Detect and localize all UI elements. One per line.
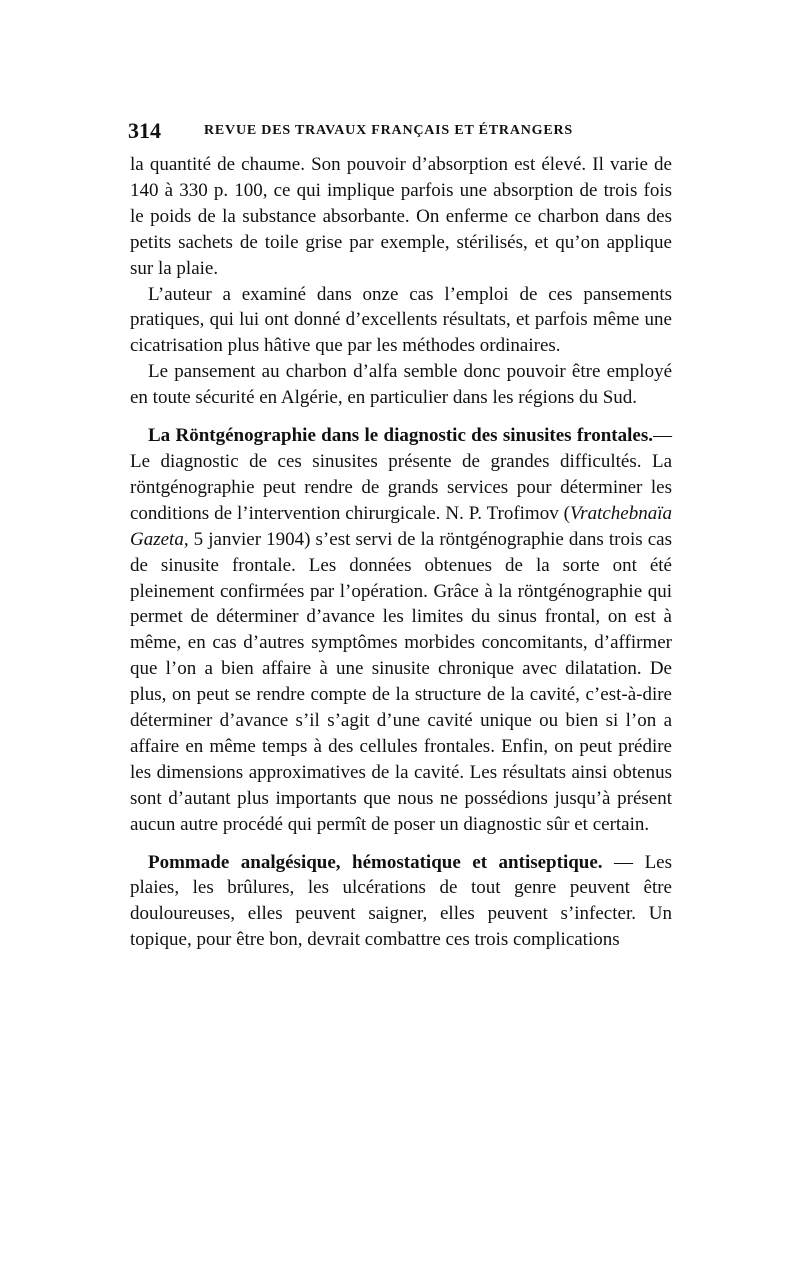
pommade-text: — Les plaies, les brûlures, les ulcérations de tout genre peuvent être douloureuses, elles peuvent saigner, elles peuvent s’infecter. Un topique, pour être bon, devrait combattre ces trois complications [130,851,673,951]
source-citation: Vratchebnaïa Gazeta, [130,502,672,550]
book-page [130,118,672,953]
rontgen-text-before-source: — Le diagnostic de ces sinusites présente de grandes difficultés. La röntgénographie peut rendre de grands services pour déterminer les conditions de l’intervention chirurgicale. N. P. Trofimov ( [130,425,672,524]
page-number: 314 [128,118,161,143]
article-rontgen [130,423,672,838]
article-pommade [130,850,672,954]
running-head [130,118,672,144]
body-text [130,152,672,953]
paragraph-charbon-conclusion: Le pansement au charbon d’alfa semble donc pouvoir être employé en toute sécurité en Algérie, en particulier dans les régions du Sud. [130,361,672,409]
paragraph-charbon-continuation: la quantité de chaume. Son pouvoir d’absorption est élevé. Il varie de 140 à 330 p. 100, ce qui implique parfois une absorption de trois fois le poids de la substance absorbante. On enferme ce charbon dans des petits sachets de toile grise par exemple, stérilisés, et qu’on applique sur la plaie. [130,154,672,279]
paragraph-charbon-results: L’auteur a examiné dans onze cas l’emploi de ces pansements pratiques, qui lui ont donné d’excellents résultats, et parfois même une cicatrisation plus hâtive que par les méthodes ordinaires. [130,283,672,357]
section-title-rontgen: La Röntgénographie dans le diagnostic des sinusites frontales. [148,425,653,447]
section-title-pommade: Pommade analgésique, hémostatique et antiseptique. [148,851,603,873]
journal-title: REVUE DES TRAVAUX FRANÇAIS ET ÉTRANGERS [204,123,573,138]
rontgen-text-after-source: 5 janvier 1904) s’est servi de la röntgénographie dans trois cas de sinusite frontale. Les données obtenues de la sorte ont été pleinement confirmées par l’opération. Grâce à la röntgénographie qui permet de déterminer d’avance les limites du sinus frontal, on est à même, en cas d’autres symptômes morbides concomitants, d’affirmer que l’on a bien affaire à une sinusite chronique avec dilatation. De plus, on peut se rendre compte de la structure de la cavité, c’est-à-dire déterminer d’avance s’il s’agit d’une cavité unique ou bien si l’on a affaire en même temps à des cellules frontales. Enfin, on peut prédire les dimensions approximatives de la cavité. Les résultats ainsi obtenus sont d’autant plus importants que nous ne possédions jusqu’à présent aucun autre procédé qui permît de poser un diagnostic sûr et certain. [130,528,672,835]
